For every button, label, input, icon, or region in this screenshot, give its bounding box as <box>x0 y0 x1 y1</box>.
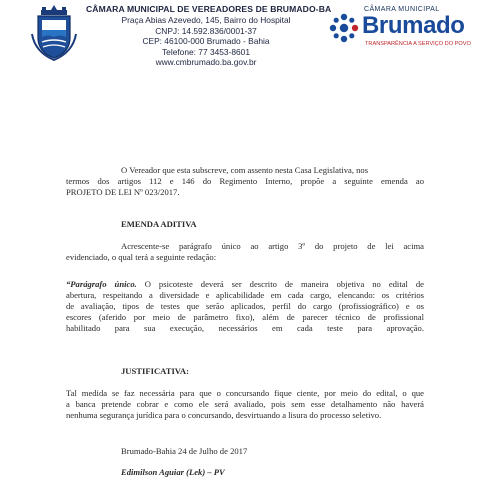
camara-label: CÂMARA MUNICIPAL <box>364 6 440 13</box>
cep-line: CEP: 46100-000 Brumado - Bahia <box>142 36 270 47</box>
camara-brand <box>328 6 476 52</box>
paragrafo-line-5: habilitado para sua execução, necessários em cada teste para aprovação. <box>66 323 424 333</box>
paragrafo-line-1 <box>66 279 424 290</box>
address-line: Praça Abias Azevedo, 145, Bairro do Hospital <box>121 15 291 25</box>
org-title: CÂMARA MUNICIPAL DE VEREADORES DE BRUMADO-BA <box>86 4 332 14</box>
justificativa-heading: JUSTIFICATIVA: <box>121 366 189 376</box>
document-date: Brumado-Bahia 24 de Julho de 2017 <box>121 446 248 456</box>
website-line: www.cmbrumado.ba.gov.br <box>155 57 257 68</box>
cnpj-line: CNPJ: 14.592.836/0001-37 <box>155 25 257 36</box>
letterhead <box>86 4 332 68</box>
justificativa-line-1: Tal medida se faz necessária para que o concursando fique ciente, por meio do edital, o que <box>66 388 424 398</box>
brand-logo-icon <box>328 12 360 44</box>
intro-line-3: PROJETO DE LEI Nº 023/2017. <box>66 187 180 197</box>
paragrafo-line-4: escores (aferido por meio de parâmetro fixo), além de parecer técnico de profissional <box>66 312 424 322</box>
phone-line: Telefone: 77 3453-8601 <box>161 46 250 57</box>
paragrafo-label: “Parágrafo único. <box>66 279 137 289</box>
justificativa-line-3: nenhuma segurança jurídica para o concursando, desvirtuando a lisura do processo seletivo. <box>66 410 382 420</box>
signature-name: Edimilson Aguiar (Lek) – PV <box>121 467 225 477</box>
municipal-crest-logo <box>30 4 78 62</box>
justificativa-line-2: a banca pretende cobrar e como ele será avaliado, pois sem esse detalhamento não haverá <box>66 399 424 409</box>
emenda-line-1: Acrescente-se parágrafo único ao artigo 3º do projeto de lei acima <box>121 241 424 251</box>
paragrafo-line-3: de avaliação, tipos de testes que serão aplicados, perfil do cargo (profissiográfico) e os <box>66 301 424 311</box>
brand-tagline: TRANSPARÊNCIA A SERVIÇO DO POVO <box>365 41 471 47</box>
paragrafo-line-1-text: O psicoteste deverá ser descrito de maneira objetiva no edital de <box>144 279 424 289</box>
emenda-line-2: evidenciado, o qual terá a seguinte redação: <box>66 252 217 262</box>
paragrafo-line-2: abertura, respeitando a diversidade e aplicabilidade em cada cargo, elencando: os critérios <box>66 290 424 300</box>
brand-name: Brumado <box>362 12 465 39</box>
intro-line-1: O Vereador que esta subscreve, com assento nesta Casa Legislativa, nos <box>121 165 369 175</box>
emenda-heading: EMENDA ADITIVA <box>121 219 197 229</box>
intro-line-2: termos dos artigos 112 e 146 do Regimento Interno, propõe a seguinte emenda ao <box>66 176 424 186</box>
